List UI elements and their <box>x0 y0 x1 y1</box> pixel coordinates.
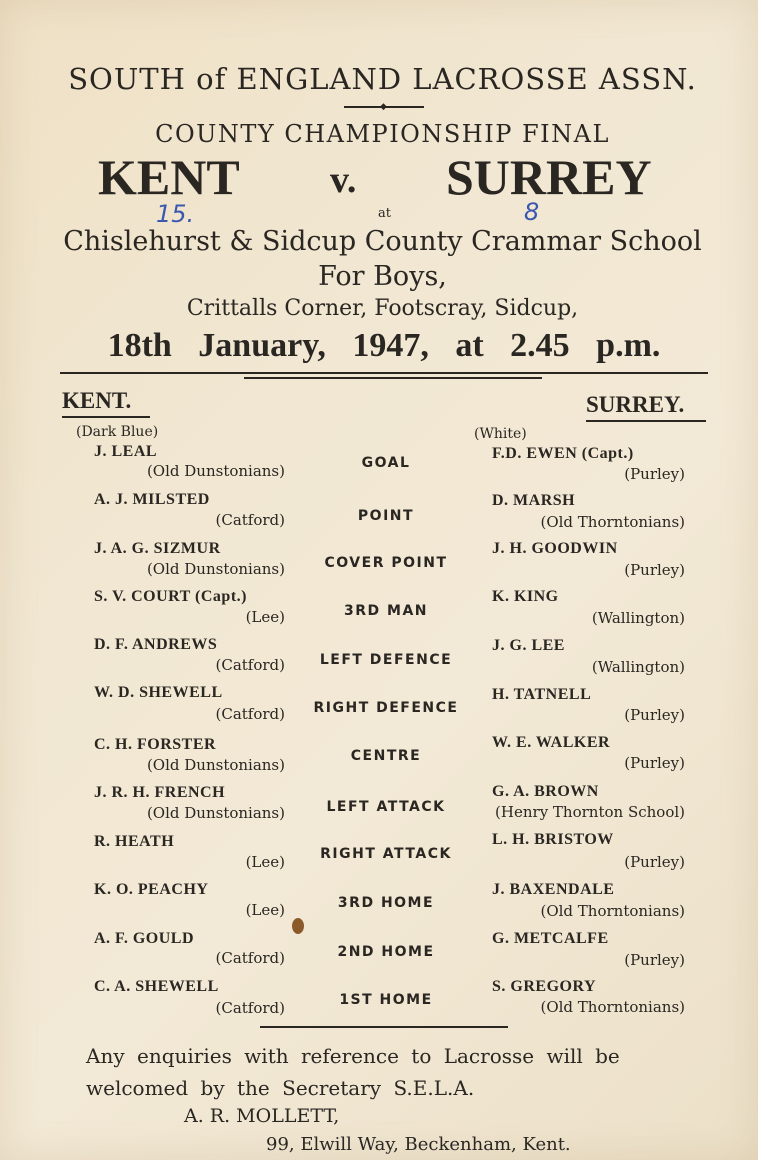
surrey-player-club: (Wallington) <box>591 658 685 676</box>
kent-player-club: (Old Dunstonians) <box>146 756 285 774</box>
kent-player-club: (Old Dunstonians) <box>146 560 285 578</box>
event-title: COUNTY CHAMPIONSHIP FINAL <box>155 120 610 148</box>
surrey-player-club: (Purley) <box>624 465 685 483</box>
position-label: 2ND HOME <box>337 944 435 960</box>
kent-player-club: (Lee) <box>245 853 285 871</box>
kent-colour: (Dark Blue) <box>76 424 159 440</box>
enquiry-text-line1: Any enquiries with reference to Lacrosse will be <box>86 1044 620 1068</box>
ink-stain <box>292 918 304 934</box>
association-title: SOUTH of ENGLAND LACROSSE ASSN. <box>68 62 697 96</box>
handwritten-kent-score: 15. <box>156 200 195 228</box>
kent-player-club: (Catford) <box>215 705 285 723</box>
position-label: LEFT ATTACK <box>326 799 446 815</box>
surrey-player-club: (Wallington) <box>591 609 685 627</box>
enquiry-text-line2: welcomed by the Secretary S.E.L.A. <box>86 1076 475 1100</box>
venue-address: Crittalls Corner, Footscray, Sidcup, <box>186 296 579 321</box>
surrey-colour: (White) <box>474 426 527 442</box>
position-label: RIGHT DEFENCE <box>313 700 459 716</box>
position-label: 1ST HOME <box>339 992 433 1008</box>
surrey-player-name: J. BAXENDALE <box>492 881 615 898</box>
surrey-player-club: (Old Thorntonians) <box>540 998 685 1016</box>
secretary-address: 99, Elwill Way, Beckenham, Kent. <box>266 1134 571 1155</box>
surrey-player-name: J. G. LEE <box>492 637 565 654</box>
surrey-player-name: F.D. EWEN (Capt.) <box>492 445 634 462</box>
secretary-name: A. R. MOLLETT, <box>184 1105 340 1127</box>
kent-player-club: (Lee) <box>245 608 285 626</box>
position-label: RIGHT ATTACK <box>320 846 452 862</box>
handwritten-surrey-score: 8 <box>524 198 540 226</box>
surrey-player-club: (Purley) <box>624 561 685 579</box>
versus-label: v. <box>330 159 357 201</box>
kent-player-name: A. F. GOULD <box>94 930 195 947</box>
kent-player-name: K. O. PEACHY <box>94 881 209 898</box>
kent-player-name: C. A. SHEWELL <box>94 978 219 995</box>
surrey-heading-underline <box>586 420 706 422</box>
surrey-player-name: W. E. WALKER <box>492 734 611 751</box>
position-label: LEFT DEFENCE <box>319 652 453 668</box>
date-underline <box>60 372 708 374</box>
kent-player-club: (Catford) <box>215 999 285 1017</box>
position-label: POINT <box>357 508 415 524</box>
position-label: CENTRE <box>350 748 422 764</box>
kent-player-name: C. H. FORSTER <box>94 736 217 753</box>
surrey-player-name: J. H. GOODWIN <box>492 540 618 557</box>
kent-player-name: R. HEATH <box>94 833 175 850</box>
surrey-player-name: G. A. BROWN <box>492 783 599 800</box>
kent-player-name: J. A. G. SIZMUR <box>94 540 221 557</box>
kent-player-name: J. R. H. FRENCH <box>94 784 226 801</box>
kent-player-name: D. F. ANDREWS <box>94 636 218 653</box>
at-label: at <box>378 206 391 221</box>
surrey-heading: SURREY. <box>586 392 685 417</box>
position-label: GOAL <box>361 455 411 471</box>
surrey-player-club: (Old Thorntonians) <box>540 513 685 531</box>
ornament-diamond-icon: ◆ <box>380 102 387 112</box>
surrey-player-name: D. MARSH <box>492 492 576 509</box>
position-label: 3RD HOME <box>337 895 435 911</box>
surrey-player-name: S. GREGORY <box>492 978 597 995</box>
position-label: COVER POINT <box>324 555 448 571</box>
surrey-player-club: (Purley) <box>624 754 685 772</box>
kent-player-name: A. J. MILSTED <box>94 491 210 508</box>
kent-heading: KENT. <box>62 388 132 413</box>
kent-player-club: (Lee) <box>245 901 285 919</box>
kent-player-name: S. V. COURT (Capt.) <box>94 588 247 605</box>
match-date: 18th January, 1947, at 2.45 p.m. <box>107 327 661 364</box>
kent-player-name: W. D. SHEWELL <box>94 684 223 701</box>
kent-player-club: (Old Dunstonians) <box>146 804 285 822</box>
short-divider <box>244 377 542 379</box>
surrey-player-name: H. TATNELL <box>492 686 592 703</box>
surrey-player-club: (Purley) <box>624 853 685 871</box>
footer-divider <box>260 1026 508 1028</box>
kent-heading-underline <box>62 416 150 418</box>
school-name: Chislehurst & Sidcup County Crammar School <box>63 226 702 257</box>
school-name-line2: For Boys, <box>318 261 447 292</box>
surrey-player-name: L. H. BRISTOW <box>492 831 614 848</box>
surrey-player-club: (Old Thorntonians) <box>540 902 685 920</box>
position-label: 3RD MAN <box>344 603 428 619</box>
kent-player-club: (Catford) <box>215 511 285 529</box>
home-team-title: KENT <box>98 149 240 205</box>
surrey-player-club: (Purley) <box>624 706 685 724</box>
surrey-player-club: (Purley) <box>624 951 685 969</box>
kent-player-club: (Catford) <box>215 656 285 674</box>
surrey-player-name: K. KING <box>492 588 559 605</box>
kent-player-club: (Old Dunstonians) <box>146 462 285 480</box>
away-team-title: SURREY <box>446 149 652 205</box>
kent-player-club: (Catford) <box>215 949 285 967</box>
surrey-player-club: (Henry Thornton School) <box>495 803 685 821</box>
kent-player-name: J. LEAL <box>94 443 158 460</box>
surrey-player-name: G. METCALFE <box>492 930 609 947</box>
